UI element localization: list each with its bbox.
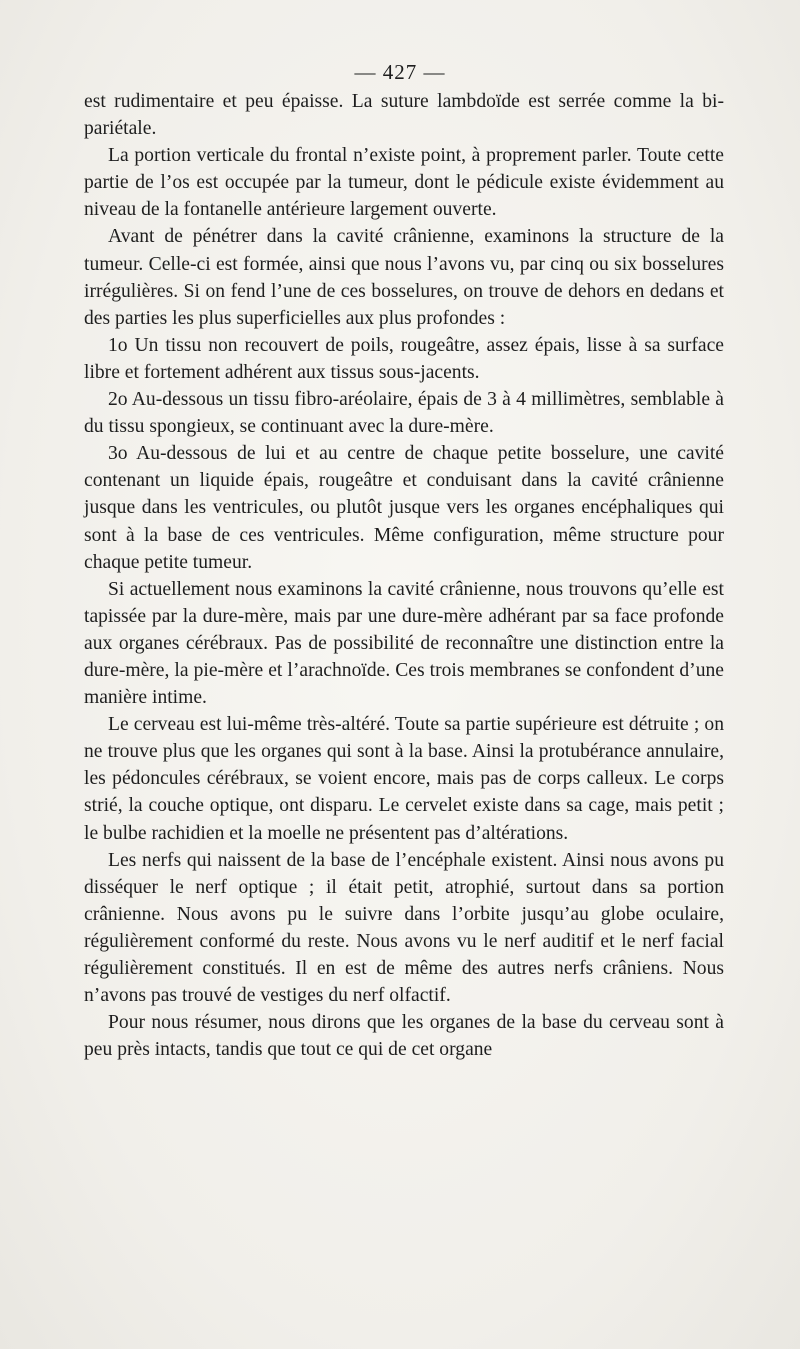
paragraph-nerves: Les nerfs qui naissent de la base de l’encéphale existent. Ainsi nous avons pu disséquer le nerf optique ; il était petit, atrophié, surtout dans sa portion crânienne. Nous avons pu le suivre dans l’orbite jusqu’au globe oculaire, régulièrement conformé du reste. Nous avons vu le nerf auditif et le nerf facial régulièrement constitués. Il en est de même des autres nerfs crâniens. Nous n’avons pas trouvé de vestiges du nerf olfactif. [84,849,724,1007]
paragraph-tumor-structure: Avant de pénétrer dans la cavité crânienne, examinons la structure de la tumeur. Celle-ci est formée, ainsi que nous l’avons vu, par cinq ou six bosselures irrégulières. Si on fend l’une de ces bosselures, on trouve de dehors en dedans et des parties les plus superficielles aux plus profondes : [84,226,724,329]
paragraph-cranial-cavity: Si actuellement nous examinons la cavité crânienne, nous trouvons qu’elle est tapissée par la dure-mère, mais par une dure-mère adhérant par sa face profonde aux organes cérébraux. Pas de possibilité de reconnaître une distinction entre la dure-mère, la pie-mère et l’arachnoïde. Ces trois membranes se confondent d’une manière intime. [84,578,724,709]
paragraph-brain: Le cerveau est lui-même très-altéré. Toute sa partie supérieure est détruite ; on ne trouve plus que les organes qui sont à la base. Ainsi la protubérance annulaire, les pédoncules cérébraux, se voient encore, mais pas de corps calleux. Le corps strié, la couche optique, ont disparu. Le cervelet existe dans sa cage, mais petit ; le bulbe rachidien et la moelle ne présentent pas d’altérations. [84,714,724,844]
paragraph-summary: Pour nous résumer, nous dirons que les organes de la base du cerveau sont à peu près intacts, tandis que tout ce qui de cet organe [84,1012,724,1061]
page-number: — 427 — [354,60,446,84]
body-text [84,88,724,1063]
paragraph-layer-1: 1o Un tissu non recouvert de poils, rougeâtre, assez épais, lisse à sa surface libre et fortement adhérent aux tissus sous-jacents. [84,334,724,383]
paragraph-layer-2: 2o Au-dessous un tissu fibro-aréolaire, épais de 3 à 4 millimètres, semblable à du tissu spongieux, se continuant avec la dure-mère. [84,389,724,438]
paragraph-continuation: est rudimentaire et peu épaisse. La suture lambdoïde est serrée comme la bi-pariétale. [84,91,724,140]
paragraph-frontal: La portion verticale du frontal n’existe point, à proprement parler. Toute cette partie de l’os est occupée par la tumeur, dont le pédicule existe évidemment au niveau de la fontanelle antérieure largement ouverte. [84,145,724,221]
paragraph-layer-3: 3o Au-dessous de lui et au centre de chaque petite bosselure, une cavité contenant un liquide épais, rougeâtre et conduisant dans la cavité crânienne jusque dans les ventricules, ou plutôt jusque vers les organes encéphaliques qui sont à la base de ces ventricules. Même configuration, même structure pour chaque petite tumeur. [84,443,724,573]
